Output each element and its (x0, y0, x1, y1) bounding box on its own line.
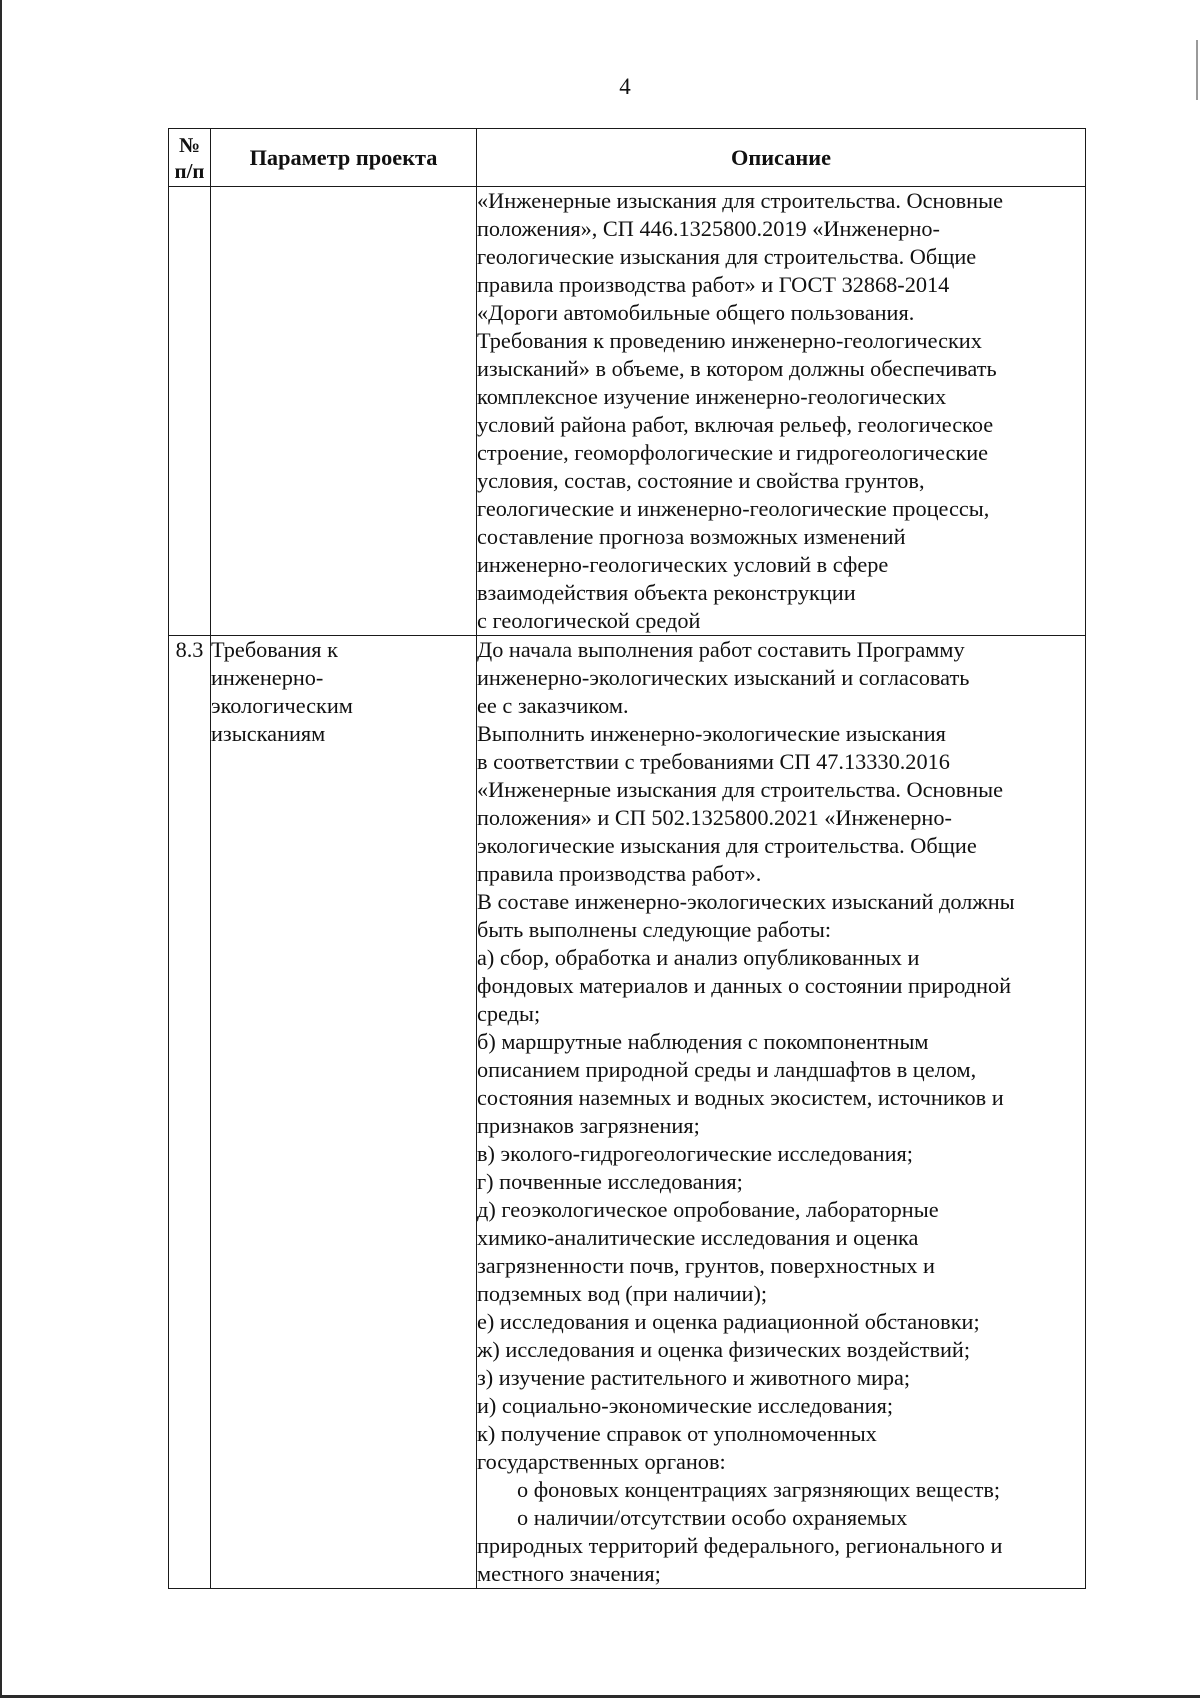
header-description: Описание (477, 129, 1086, 187)
desc-line: природных территорий федерального, регионального и (477, 1533, 1003, 1558)
param-line: экологическим (211, 693, 353, 718)
desc-line: и) социально-экономические исследования; (477, 1393, 894, 1418)
header-number (169, 129, 211, 187)
table-row (169, 636, 1086, 1589)
desc-line: з) изучение растительного и животного мира; (477, 1365, 911, 1390)
desc-line: Выполнить инженерно-экологические изыскания (477, 721, 946, 746)
desc-line: б) маршрутные наблюдения с покомпонентным (477, 1029, 929, 1054)
table-row (169, 187, 1086, 636)
desc-line: состояния наземных и водных экосистем, источников и (477, 1085, 1004, 1110)
desc-line: с геологической средой (477, 608, 701, 633)
desc-line: химико-аналитические исследования и оценка (477, 1225, 919, 1250)
desc-line: экологические изыскания для строительства. Общие (477, 833, 977, 858)
desc-line: комплексное изучение инженерно-геологических (477, 384, 947, 409)
desc-line: о фоновых концентрациях загрязняющих веществ; (517, 1477, 1001, 1502)
desc-line: описанием природной среды и ландшафтов в целом, (477, 1057, 977, 1082)
desc-line: среды; (477, 1001, 541, 1026)
desc-line: г) почвенные исследования; (477, 1169, 743, 1194)
param-line: Требования к (211, 637, 338, 662)
desc-line: положения» и СП 502.1325800.2021 «Инженерно- (477, 805, 952, 830)
scan-edge-left (0, 0, 2, 1698)
desc-line: составление прогноза возможных изменений (477, 524, 906, 549)
desc-line: инженерно-экологических изысканий и согласовать (477, 665, 970, 690)
desc-line: ее с заказчиком. (477, 693, 629, 718)
row2-description (477, 636, 1086, 1589)
desc-line: признаков загрязнения; (477, 1113, 700, 1138)
desc-line: «Инженерные изыскания для строительства. Основные (477, 188, 1003, 213)
desc-line: Требования к проведению инженерно-геологических (477, 328, 982, 353)
desc-line: До начала выполнения работ составить Программу (477, 637, 965, 662)
desc-line: фондовых материалов и данных о состоянии природной (477, 973, 1012, 998)
desc-line: в) эколого-гидрогеологические исследования; (477, 1141, 913, 1166)
row1-number (169, 187, 211, 636)
desc-line: ж) исследования и оценка физических воздействий; (477, 1337, 971, 1362)
desc-line: инженерно-геологических условий в сфере (477, 552, 889, 577)
desc-line: В составе инженерно-экологических изысканий должны (477, 889, 1015, 914)
param-line: изысканиям (211, 721, 326, 746)
desc-line: подземных вод (при наличии); (477, 1281, 768, 1306)
desc-line: взаимодействия объекта реконструкции (477, 580, 856, 605)
desc-line: геологические изыскания для строительства. Общие (477, 244, 977, 269)
desc-line: загрязненности почв, грунтов, поверхностных и (477, 1253, 935, 1278)
desc-line: к) получение справок от уполномоченных (477, 1421, 877, 1446)
desc-line: е) исследования и оценка радиационной обстановки; (477, 1309, 980, 1334)
desc-line: а) сбор, обработка и анализ опубликованных и (477, 945, 920, 970)
param-line: инженерно- (211, 665, 324, 690)
desc-line: правила производства работ» и ГОСТ 32868-2014 (477, 272, 950, 297)
desc-line: изысканий» в объеме, в котором должны обеспечивать (477, 356, 997, 381)
desc-line: условия, состав, состояние и свойства грунтов, (477, 468, 925, 493)
desc-line: правила производства работ». (477, 861, 762, 886)
row1-description (477, 187, 1086, 636)
header-number-abbrev: п/п (174, 158, 205, 183)
desc-line: государственных органов: (477, 1449, 726, 1474)
row2-parameter (211, 636, 477, 1589)
page-number: 4 (619, 74, 631, 99)
header-parameter: Параметр проекта (211, 129, 477, 187)
desc-line: условий района работ, включая рельеф, геологическое (477, 412, 994, 437)
requirements-table (168, 128, 1086, 1589)
desc-line: в соответствии с требованиями СП 47.13330.2016 (477, 749, 950, 774)
desc-line: быть выполнены следующие работы: (477, 917, 832, 942)
desc-line: местного значения; (477, 1561, 661, 1586)
table-header-row (169, 129, 1086, 187)
desc-line: геологические и инженерно-геологические процессы, (477, 496, 990, 521)
desc-line: о наличии/отсутствии особо охраняемых (517, 1505, 908, 1530)
desc-line: «Инженерные изыскания для строительства. Основные (477, 777, 1003, 802)
row1-parameter (211, 187, 477, 636)
row2-number: 8.3 (169, 636, 211, 1589)
header-number-symbol: № (178, 132, 201, 157)
desc-line: «Дороги автомобильные общего пользования. (477, 300, 915, 325)
desc-line: д) геоэкологическое опробование, лабораторные (477, 1197, 939, 1222)
desc-line: положения», СП 446.1325800.2019 «Инженерно- (477, 216, 940, 241)
desc-line: строение, геоморфологические и гидрогеологические (477, 440, 989, 465)
